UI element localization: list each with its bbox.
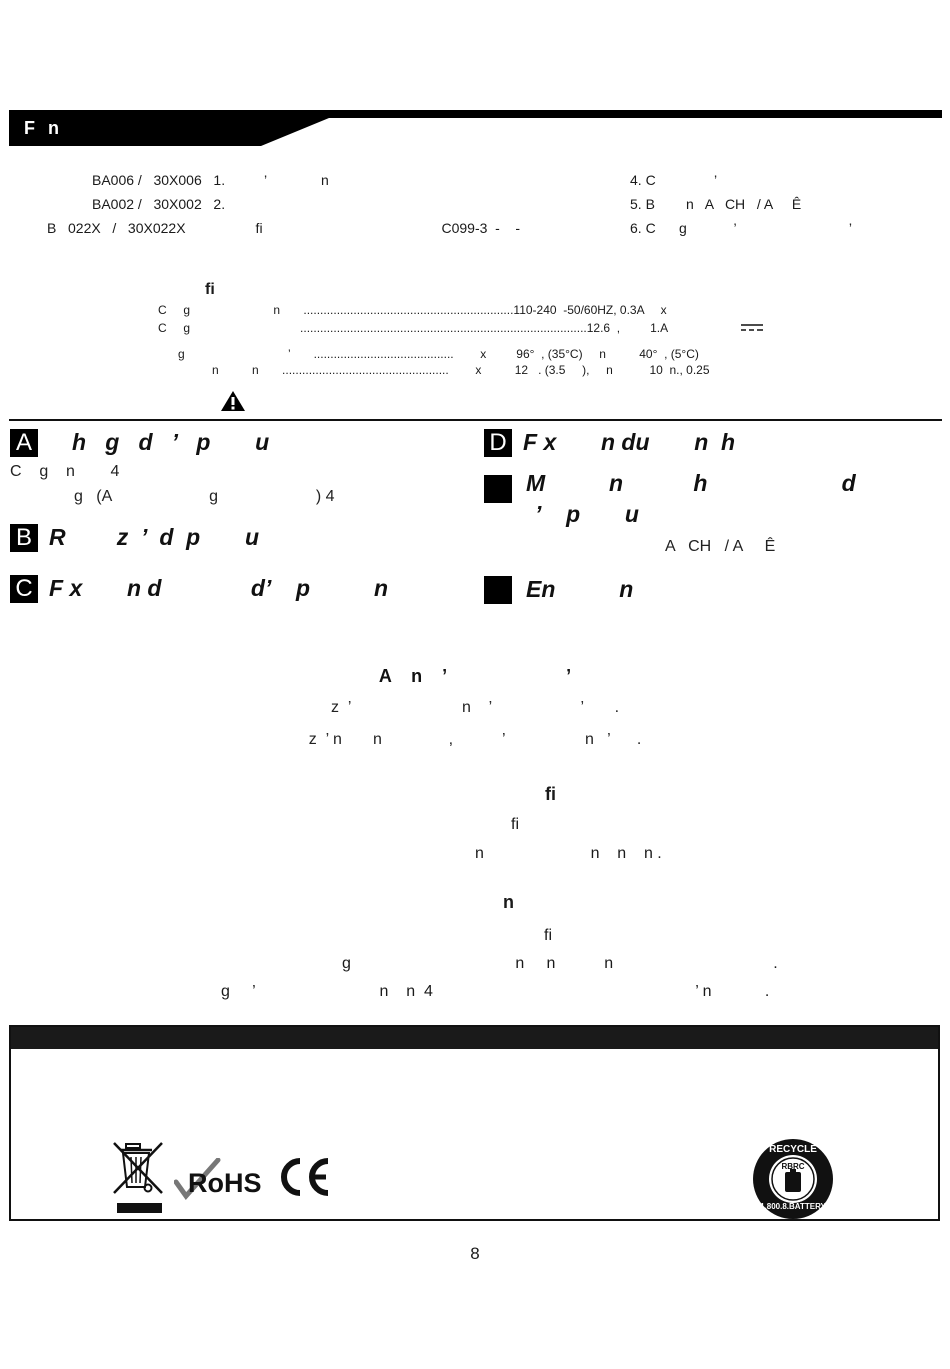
section-f-title: En n	[526, 576, 634, 602]
section-a-title: h g d ’ p u	[72, 429, 270, 455]
ce-mark	[276, 1155, 332, 1199]
weee-bin-icon	[112, 1141, 166, 1215]
notice-line-1: z ’ n ’ ’ .	[330, 699, 620, 716]
block3-heading: n	[503, 892, 514, 912]
parts-line-5: 5. B n A CH / A Ê	[630, 196, 802, 212]
section-f-badge	[484, 576, 512, 604]
specs-heading: fi	[205, 281, 215, 298]
warning-icon	[220, 390, 246, 412]
model-line-2: BA002 / 30X002 2.	[92, 196, 226, 212]
seal-top-text: RECYCLE	[769, 1144, 817, 1155]
section-a-badge: A	[10, 429, 38, 457]
section-b-badge: B	[10, 524, 38, 552]
section-a-line-1: C g n 4	[10, 463, 120, 480]
model-line-1: BA006 / 30X006 1. ’ n	[92, 172, 329, 188]
rbrc-recycle-seal	[752, 1138, 834, 1220]
section-e-title: M n h d	[526, 470, 856, 496]
section-c-title: F x n d d’ p n	[49, 575, 389, 601]
seal-bottom-text: 1.800.8.BATTERY	[760, 1202, 826, 1211]
rohs-logo	[174, 1158, 266, 1200]
block3-line-2: g n n n .	[342, 955, 778, 972]
section-a-line-2: g (A g ) 4	[74, 488, 335, 505]
section-e-body: A CH / A Ê	[665, 538, 776, 555]
block2-line-2: n n n n .	[475, 845, 662, 862]
section-header-title: F n	[24, 118, 60, 138]
spec-line-input: C g n ...............................................................110-240 -50/60HZ, 0.3A x	[158, 303, 667, 317]
horizontal-rule	[9, 419, 942, 421]
section-e-badge	[484, 475, 512, 503]
dc-symbol-icon	[741, 323, 763, 333]
section-d-badge: D	[484, 429, 512, 457]
section-d-title: F x n du n h	[523, 429, 736, 455]
rohs-text: RoHS	[188, 1168, 262, 1198]
seal-mid-text: RBRC	[781, 1162, 805, 1171]
parts-line-4: 4. C ’	[630, 172, 718, 188]
block3-line-1: fi	[544, 927, 552, 944]
section-b-title: R z ’ d p u	[49, 524, 259, 550]
model-line-3: B 022X / 30X022X fi C099-3 - -	[47, 220, 521, 236]
parts-line-6: 6. C g ’ ’	[630, 220, 852, 236]
header-band	[9, 110, 942, 146]
spec-line-temperature: g ’ .......................................... x 96° , (35°C) n 40° , (5°C)	[178, 347, 699, 361]
section-e-title-line-2: ’ p u	[535, 501, 639, 527]
spec-line-size: n n .................................................. x 12 . (3.5 ), n 10 n., 0.25	[212, 363, 710, 377]
block3-line-3: g ’ n n 4 ’ n .	[221, 983, 770, 1000]
spec-line-output: C g ......................................................................................12.6 , 1.A	[158, 321, 669, 335]
notice-line-2: z ’ n n , ’ n ’ .	[308, 731, 642, 748]
notice-heading: A n ’ ’	[378, 666, 572, 686]
block2-heading: fi	[545, 784, 556, 804]
block2-line-1: fi	[511, 816, 519, 833]
compliance-header-bar	[11, 1027, 938, 1049]
page-number: 8	[470, 1244, 480, 1263]
section-c-badge: C	[10, 575, 38, 603]
